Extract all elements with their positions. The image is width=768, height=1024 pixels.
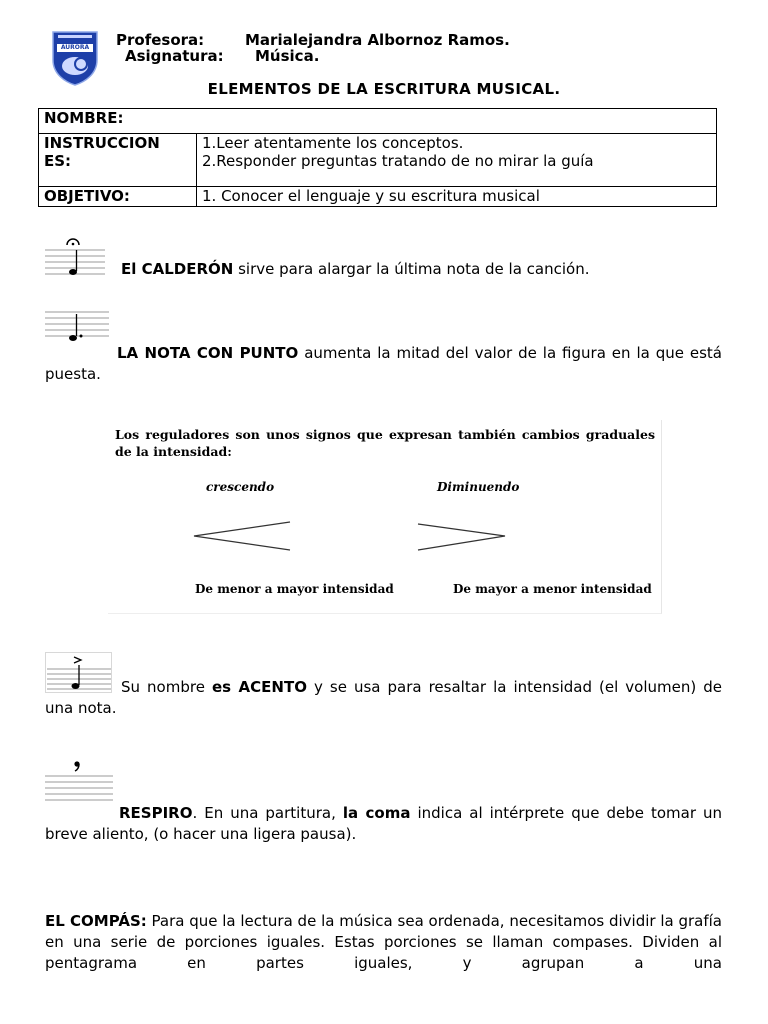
name-field: NOMBRE: [39,109,717,134]
teacher-label: Profesora: [116,31,205,49]
regulators-intro: Los reguladores son unos signos que expresan también cambios graduales de la intensidad: [115,427,655,459]
fermata-figure [45,236,105,282]
instructions-label: INSTRUCCION ES: [39,134,197,187]
breath-paragraph: RESPIRO. En una partitura, la coma indica al intérprete que debe tomar un breve aliento, (o hacer una ligera pausa). [45,804,722,843]
regulators-image [108,420,662,614]
dotted-note-paragraph: LA NOTA CON PUNTO aumenta la mitad del valor de la figura en la que está puesta. [45,344,722,383]
diminuendo-desc: De mayor a menor intensidad [453,582,652,596]
diminuendo-label: Diminuendo [437,480,520,494]
crescendo-label: crescendo [206,480,275,494]
diminuendo-icon [413,520,513,554]
logo-text: AURORA [60,44,90,51]
subject-label: Asignatura: [125,47,224,65]
instructions-text: 1.Leer atentamente los conceptos. 2.Responder preguntas tratando de no mirar la guía [197,134,717,187]
page-title: ELEMENTOS DE LA ESCRITURA MUSICAL. [207,80,561,98]
objective-label: OBJETIVO: [39,187,197,207]
subject-name: Música. [255,47,320,65]
teacher-name: Marialejandra Albornoz Ramos. [245,31,510,49]
crescendo-icon [188,518,308,554]
accent-paragraph: Su nombre es ACENTO y se usa para resaltar la intensidad (el volumen) de una nota. [45,678,722,717]
measure-paragraph: EL COMPÁS: Para que la lectura de la música sea ordenada, necesitamos dividir la grafía en una serie de porciones iguales. Estas porciones se llaman compases. Dividen al pentagrama en partes iguales, y agrupan a una [45,912,722,972]
school-logo [50,30,100,86]
objective-text: 1. Conocer el lenguaje y su escritura musical [197,187,717,207]
crescendo-desc: De menor a mayor intensidad [195,582,394,596]
calderon-paragraph: El CALDERÓN sirve para alargar la última nota de la canción. [121,260,590,278]
info-table [38,108,717,207]
